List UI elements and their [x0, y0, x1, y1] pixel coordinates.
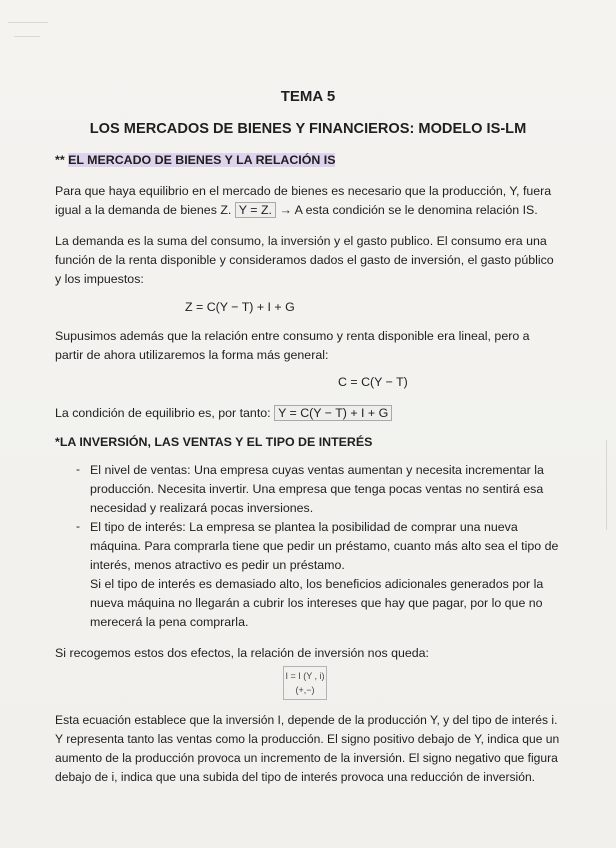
equation-box-y-z: Y = Z.: [235, 202, 276, 218]
section-prefix: **: [55, 153, 65, 167]
paragraph-line: Y representa tanto las ventas como la producción. El signo positivo debajo de Y, indica que un: [55, 732, 560, 746]
equation-consumption: C = C(Y − T): [338, 375, 408, 389]
equation-demand: Z = C(Y − T) + I + G: [185, 300, 295, 314]
paragraph-line: Supusimos además que la relación entre consumo y renta disponible era lineal, pero a: [55, 329, 530, 343]
formula-signs: (+,−): [295, 685, 315, 695]
text-span: → A esta condición se le denomina relación IS.: [279, 203, 538, 217]
bullet-line: El tipo de interés: La empresa se plantea la posibilidad de comprar una nueva: [90, 520, 518, 534]
section-title-is: EL MERCADO DE BIENES Y LA RELACIÓN IS: [68, 153, 336, 167]
bullet-line: interés, menos atractivo es pedir un préstamo.: [90, 558, 345, 572]
equation-box-equilibrium: Y = C(Y − T) + I + G: [274, 405, 392, 421]
formula-line: I = I (Y , i): [285, 671, 325, 681]
paragraph-line: Esta ecuación establece que la inversión I, depende de la producción Y, y del tipo de interés i.: [55, 713, 558, 727]
tema-heading: TEMA 5: [280, 88, 336, 105]
paragraph-line: Si recogemos estos dos efectos, la relación de inversión nos queda:: [55, 646, 430, 660]
bullet-line: producción. Necesita invertir. Una empresa que tenga pocas ventas no sentirá esa: [90, 482, 544, 496]
paragraph-line: aumento de la producción provoca un incremento de la inversión. El signo negativo que figura: [55, 751, 558, 765]
text-span: La condición de equilibrio es, por tanto:: [55, 406, 271, 420]
paragraph-line: y los impuestos:: [55, 272, 144, 286]
page-mark: [606, 440, 607, 530]
bullet-line: máquina. Para comprarla tiene que pedir un préstamo, cuanto más alto sea el tipo de: [90, 539, 559, 553]
section-heading-investment: *LA INVERSIÓN, LAS VENTAS Y EL TIPO DE INTERÉS: [55, 435, 373, 449]
bullet-line: nueva máquina no llegarán a cubrir los intereses que hay que pagar, por lo que no: [90, 596, 543, 610]
paragraph-line: debajo de i, indica que una subida del tipo de interés provoca una reducción de inversión.: [55, 770, 536, 784]
bullet-line: Si el tipo de interés es demasiado alto, los beneficios adicionales generados por la: [90, 577, 544, 591]
page-mark: [14, 36, 40, 37]
section-heading-goods-market: [55, 151, 335, 169]
bullet-dash: -: [76, 462, 80, 476]
text-span: igual a la demanda de bienes Z.: [55, 203, 232, 217]
paragraph-line: [55, 201, 538, 219]
page-mark: [8, 22, 48, 23]
bullet-line: necesidad y realizará pocas inversiones.: [90, 501, 314, 515]
bullet-dash: -: [76, 519, 80, 533]
paragraph-line: Para que haya equilibrio en el mercado de bienes es necesario que la producción, Y, fuera: [55, 184, 552, 198]
paragraph-line: [55, 404, 392, 422]
document-title: LOS MERCADOS DE BIENES Y FINANCIEROS: MODELO IS-LM: [89, 121, 527, 137]
paragraph-line: La demanda es la suma del consumo, la inversión y el gasto publico. El consumo era una: [55, 234, 547, 248]
bullet-line: merecerá la pena comprarla.: [90, 615, 249, 629]
paragraph-line: función de la renta disponible y consideramos dados el gasto de inversión, el gasto público: [55, 253, 554, 267]
bullet-line: El nivel de ventas: Una empresa cuyas ventas aumentan y necesita incrementar la: [90, 463, 544, 477]
paragraph-line: partir de ahora utilizaremos la forma más general:: [55, 348, 329, 362]
investment-formula-box: [283, 666, 327, 700]
